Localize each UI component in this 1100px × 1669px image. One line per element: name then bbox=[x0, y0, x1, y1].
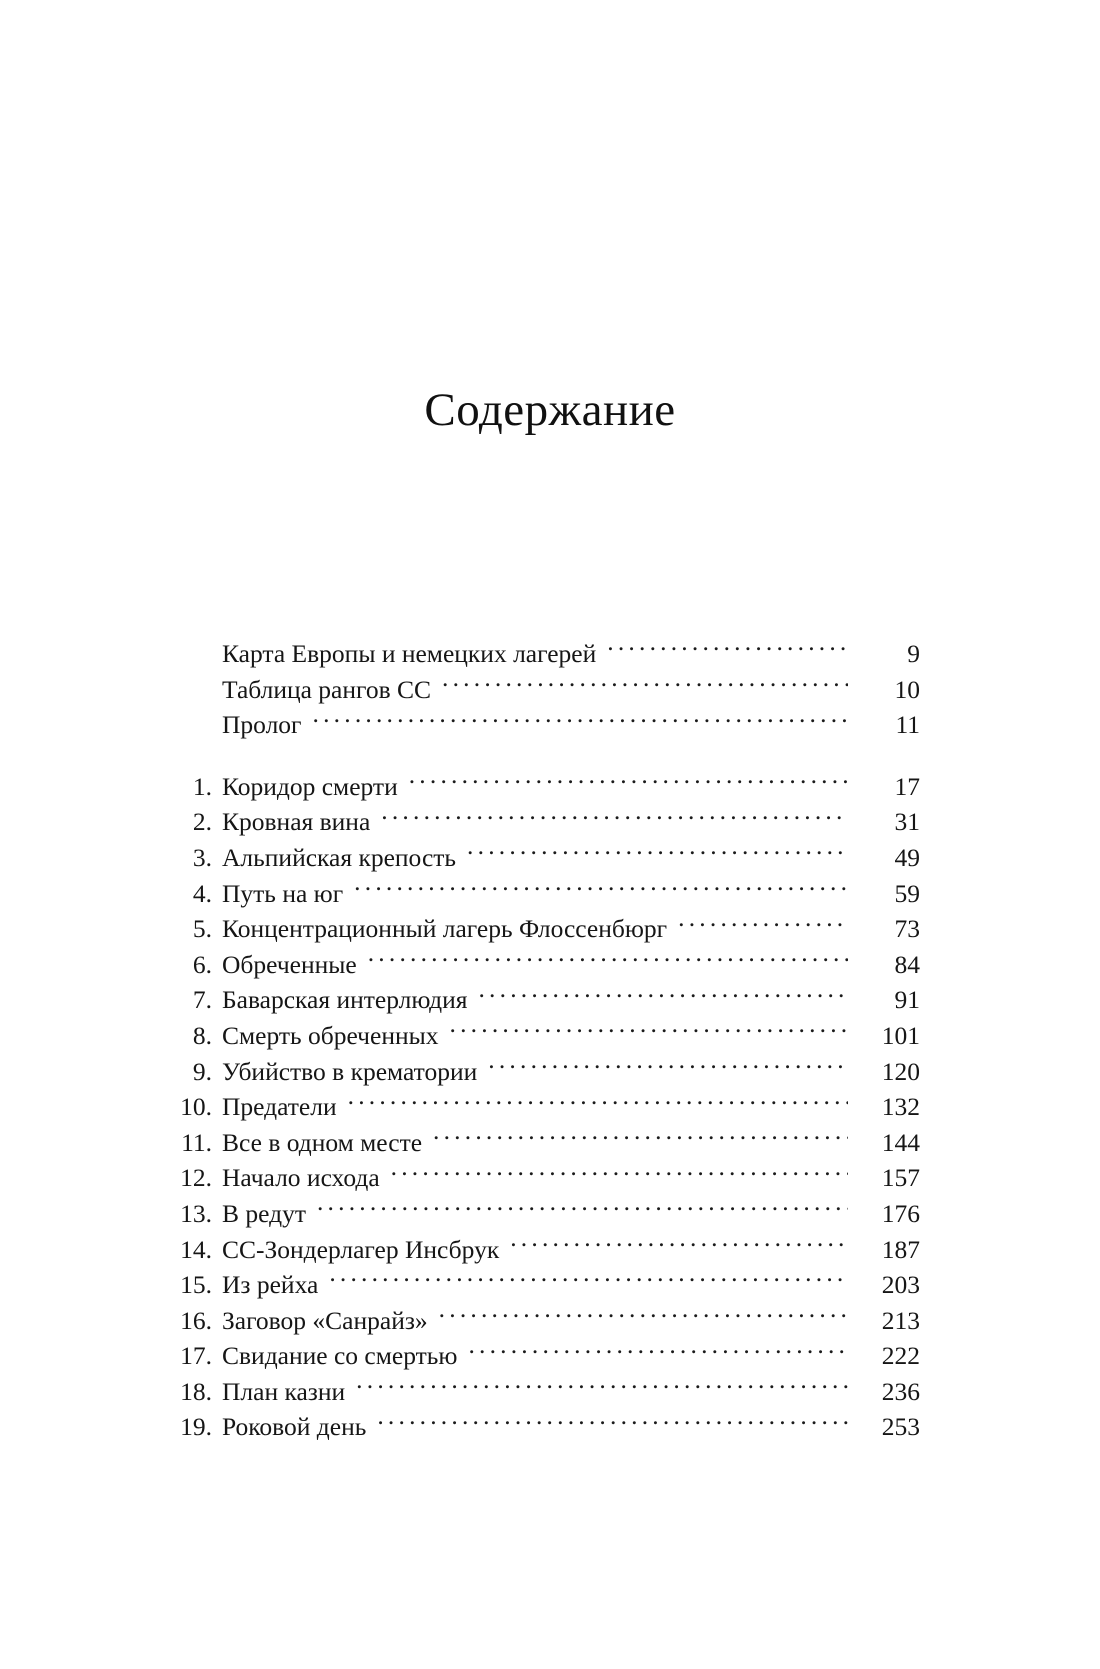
toc-entry-page-number: 49 bbox=[894, 842, 920, 872]
toc-entry-label: Все в одном месте bbox=[222, 1127, 423, 1157]
toc-entry-leader-dots bbox=[510, 1232, 848, 1258]
toc-list bbox=[168, 636, 920, 1445]
toc-entry[interactable] bbox=[168, 840, 920, 876]
toc-entry-label: Предатели bbox=[222, 1092, 337, 1122]
toc-entry-number: 2. bbox=[192, 807, 212, 837]
toc-entry-label: Из рейха bbox=[222, 1270, 319, 1300]
toc-entry-page-number: 222 bbox=[881, 1341, 920, 1371]
toc-entry-page-number: 132 bbox=[881, 1092, 920, 1122]
toc-entry-leader-dots bbox=[442, 672, 848, 698]
toc-entry-number: 5. bbox=[192, 914, 212, 944]
toc-entry-page-number: 10 bbox=[894, 674, 920, 704]
toc-entry-number: 12. bbox=[180, 1163, 212, 1193]
toc-entry-leader-dots bbox=[439, 1303, 848, 1329]
toc-entry-leader-dots bbox=[409, 769, 848, 795]
toc-entry-page-number: 253 bbox=[881, 1412, 920, 1442]
toc-entry-page-number: 84 bbox=[894, 949, 920, 979]
toc-entry-leader-dots bbox=[368, 947, 848, 973]
toc-entry-number: 18. bbox=[180, 1376, 212, 1406]
toc-entry-label: Пролог bbox=[222, 710, 302, 740]
toc-entry-number: 15. bbox=[180, 1270, 212, 1300]
toc-entry-number: 6. bbox=[192, 949, 212, 979]
toc-entry-label: Кровная вина bbox=[222, 807, 371, 837]
toc-entry-label: Баварская интерлюдия bbox=[222, 985, 468, 1015]
toc-entry-label: Свидание со смертью bbox=[222, 1341, 458, 1371]
toc-entry[interactable] bbox=[168, 982, 920, 1018]
toc-entry-label: Коридор смерти bbox=[222, 771, 398, 801]
toc-entry[interactable] bbox=[168, 1374, 920, 1410]
toc-entry-leader-dots bbox=[433, 1125, 848, 1151]
toc-entry[interactable] bbox=[168, 707, 920, 743]
toc-entry-label: СС-Зондерлагер Инсбрук bbox=[222, 1234, 500, 1264]
toc-chapters-group bbox=[168, 769, 920, 1445]
toc-entry-leader-dots bbox=[329, 1268, 848, 1294]
toc-entry-label: Таблица рангов СС bbox=[222, 674, 432, 704]
toc-entry-leader-dots bbox=[381, 805, 848, 831]
toc-entry-number: 7. bbox=[192, 985, 212, 1015]
toc-entry[interactable] bbox=[168, 1267, 920, 1303]
toc-entry-number: 13. bbox=[180, 1198, 212, 1228]
toc-entry-number: 3. bbox=[192, 842, 212, 872]
toc-entry-label: Карта Европы и немецких лагерей bbox=[222, 639, 597, 668]
toc-entry-page-number: 213 bbox=[881, 1305, 920, 1335]
toc-entry-leader-dots bbox=[313, 708, 848, 734]
toc-entry-page-number: 59 bbox=[894, 878, 920, 908]
toc-entry-label: Заговор «Санрайз» bbox=[222, 1305, 428, 1335]
toc-entry-page-number: 144 bbox=[881, 1127, 920, 1157]
toc-entry-leader-dots bbox=[488, 1054, 848, 1080]
toc-entry-leader-dots bbox=[377, 1410, 848, 1436]
toc-entry-label: Роковой день bbox=[222, 1412, 367, 1442]
toc-entry-leader-dots bbox=[348, 1090, 848, 1116]
toc-entry-leader-dots bbox=[478, 983, 848, 1009]
toc-entry-number: 8. bbox=[192, 1020, 212, 1050]
toc-front-matter-group bbox=[168, 636, 920, 743]
toc-entry[interactable] bbox=[168, 769, 920, 805]
toc-entry-number: 11. bbox=[181, 1127, 212, 1157]
toc-entry-label: Альпийская крепость bbox=[222, 842, 457, 872]
toc-entry-label: Концентрационный лагерь Флоссенбюрг bbox=[222, 914, 668, 944]
toc-entry-number: 16. bbox=[180, 1305, 212, 1335]
toc-entry-label: Смерть обреченных bbox=[222, 1020, 439, 1050]
toc-entry-label: Путь на юг bbox=[222, 878, 344, 908]
toc-entry-page-number: 91 bbox=[894, 985, 920, 1015]
toc-entry-leader-dots bbox=[317, 1196, 848, 1222]
toc-entry-page-number: 176 bbox=[881, 1198, 920, 1228]
toc-entry-page-number: 11 bbox=[895, 710, 920, 740]
toc-entry[interactable] bbox=[168, 1018, 920, 1054]
toc-entry-number: 14. bbox=[180, 1234, 212, 1264]
toc-entry-page-number: 236 bbox=[881, 1376, 920, 1406]
toc-entry-label: Обреченные bbox=[222, 949, 357, 979]
toc-entry-page-number: 17 bbox=[894, 771, 920, 801]
toc-entry-label: В редут bbox=[222, 1198, 306, 1228]
toc-entry-number: 17. bbox=[180, 1341, 212, 1371]
toc-entry[interactable] bbox=[168, 911, 920, 947]
toc-entry[interactable] bbox=[168, 947, 920, 983]
toc-entry-leader-dots bbox=[468, 1339, 848, 1365]
toc-entry-leader-dots bbox=[450, 1018, 848, 1044]
toc-entry-number: 1. bbox=[192, 771, 212, 801]
toc-entry-page-number: 187 bbox=[881, 1234, 920, 1264]
toc-entry[interactable] bbox=[168, 1338, 920, 1374]
toc-entry-label: Убийство в крематории bbox=[222, 1056, 478, 1086]
toc-entry[interactable] bbox=[168, 1160, 920, 1196]
toc-entry[interactable] bbox=[168, 672, 920, 708]
toc-entry-page-number: 157 bbox=[881, 1163, 920, 1193]
toc-entry-leader-dots bbox=[607, 637, 848, 663]
toc-entry-page-number: 203 bbox=[881, 1270, 920, 1300]
toc-entry-page-number: 101 bbox=[881, 1020, 920, 1050]
toc-entry-page-number: 73 bbox=[894, 914, 920, 944]
toc-entry[interactable] bbox=[168, 636, 920, 672]
toc-entry-leader-dots bbox=[354, 876, 848, 902]
toc-entry-page-number: 120 bbox=[881, 1056, 920, 1086]
toc-entry-label: План казни bbox=[222, 1376, 346, 1406]
toc-entry[interactable] bbox=[168, 1409, 920, 1445]
toc-entry-leader-dots bbox=[391, 1161, 848, 1187]
toc-entry[interactable] bbox=[168, 1196, 920, 1232]
toc-entry-number: 4. bbox=[192, 878, 212, 908]
toc-entry-number: 10. bbox=[180, 1092, 212, 1122]
page-title: Содержание bbox=[424, 384, 676, 437]
toc-entry-leader-dots bbox=[467, 840, 848, 866]
toc-entry[interactable] bbox=[168, 804, 920, 840]
toc-entry-number: 9. bbox=[192, 1056, 212, 1086]
toc-entry[interactable] bbox=[168, 1232, 920, 1268]
toc-entry-leader-dots bbox=[356, 1374, 848, 1400]
toc-entry-label: Начало исхода bbox=[222, 1163, 380, 1193]
toc-entry-page-number: 31 bbox=[894, 807, 920, 837]
toc-entry[interactable] bbox=[168, 1054, 920, 1090]
toc-group-spacer bbox=[168, 743, 920, 769]
toc-entry-page-number: 9 bbox=[907, 639, 920, 668]
toc-entry[interactable] bbox=[168, 1089, 920, 1125]
toc-entry-leader-dots bbox=[678, 912, 848, 938]
toc-entry[interactable] bbox=[168, 876, 920, 912]
toc-entry[interactable] bbox=[168, 1125, 920, 1161]
toc-entry-number: 19. bbox=[180, 1412, 212, 1442]
toc-entry[interactable] bbox=[168, 1303, 920, 1339]
